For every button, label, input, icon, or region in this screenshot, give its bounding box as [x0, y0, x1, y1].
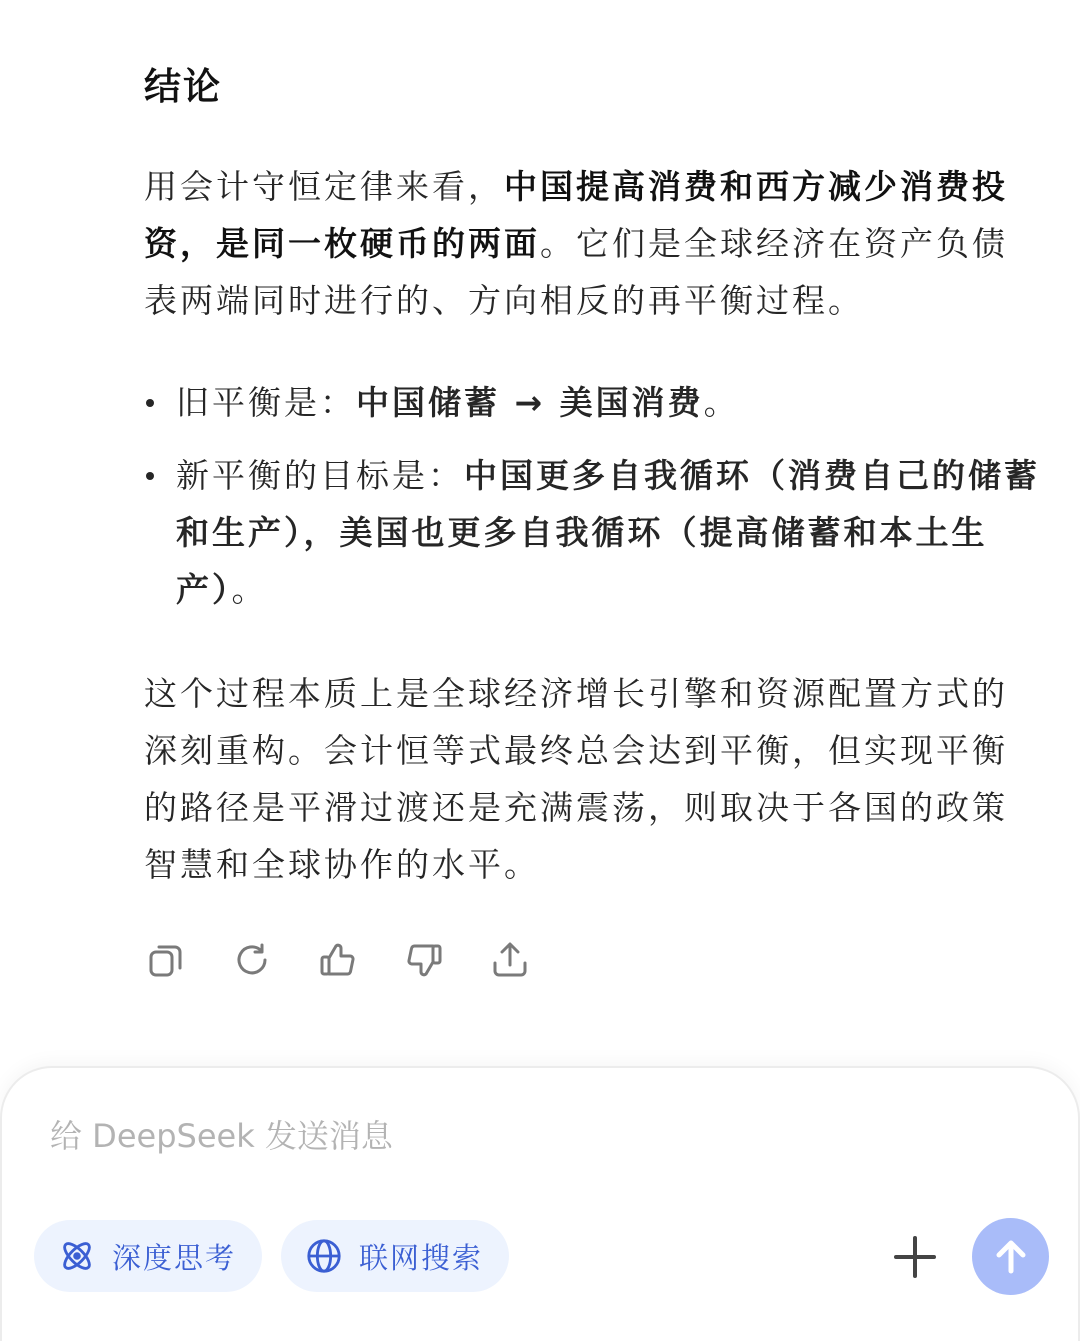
thumbs-down-icon: [404, 940, 444, 980]
share-icon: [490, 940, 530, 980]
like-button[interactable]: [316, 938, 360, 982]
web-search-label: 联网搜索: [359, 1240, 484, 1275]
item-emphasis: 中国更多自我循环（消费自己的储蓄和生产），美国也更多自我循环（提高储蓄和本土生产）: [176, 456, 1040, 609]
message-composer: [0, 1066, 1080, 1341]
message-actions: [144, 938, 532, 982]
list-item: [144, 374, 1044, 431]
deep-think-label: 深度思考: [112, 1240, 237, 1275]
message-input[interactable]: [50, 1108, 950, 1164]
deep-think-toggle[interactable]: [34, 1220, 262, 1292]
web-search-toggle[interactable]: [281, 1220, 509, 1292]
regenerate-button[interactable]: [230, 938, 274, 982]
summary-paragraph: 这个过程本质上是全球经济增长引擎和资源配置方式的深刻重构。会计恒等式最终总会达到平衡，但实现平衡的路径是平滑过渡还是充满震荡，则取决于各国的政策智慧和全球协作的水平。: [144, 674, 1008, 884]
paragraph-emphasis: 中国提高消费和西方减少消费投资，是同一枚硬币的两面: [144, 167, 1008, 263]
arrow-up-icon: [991, 1237, 1031, 1277]
thumbs-up-icon: [318, 940, 358, 980]
item-lead: 旧平衡是：: [176, 383, 356, 422]
copy-icon: [146, 940, 186, 980]
list-item: [144, 447, 1044, 618]
globe-icon: [305, 1237, 343, 1275]
attach-button[interactable]: [890, 1232, 940, 1282]
item-rest: 。: [703, 383, 740, 422]
item-emphasis: 中国储蓄 → 美国消费: [356, 383, 704, 422]
dislike-button[interactable]: [402, 938, 446, 982]
atom-icon: [58, 1237, 96, 1275]
refresh-icon: [232, 940, 272, 980]
item-lead: 新平衡的目标是：: [176, 456, 464, 495]
send-button[interactable]: [972, 1218, 1049, 1295]
paragraph-lead: 用会计守恒定律来看，: [144, 167, 504, 206]
plus-icon: [890, 1232, 940, 1282]
item-rest: 。: [231, 570, 268, 609]
balance-list: [144, 374, 1044, 634]
conclusion-paragraph: [144, 158, 1034, 329]
copy-button[interactable]: [144, 938, 188, 982]
section-heading: 结论: [144, 65, 222, 108]
share-button[interactable]: [488, 938, 532, 982]
paragraph-rest: 。它们是全球经济在资产负债表两端同时进行的、方向相反的再平衡过程。: [144, 224, 1008, 320]
